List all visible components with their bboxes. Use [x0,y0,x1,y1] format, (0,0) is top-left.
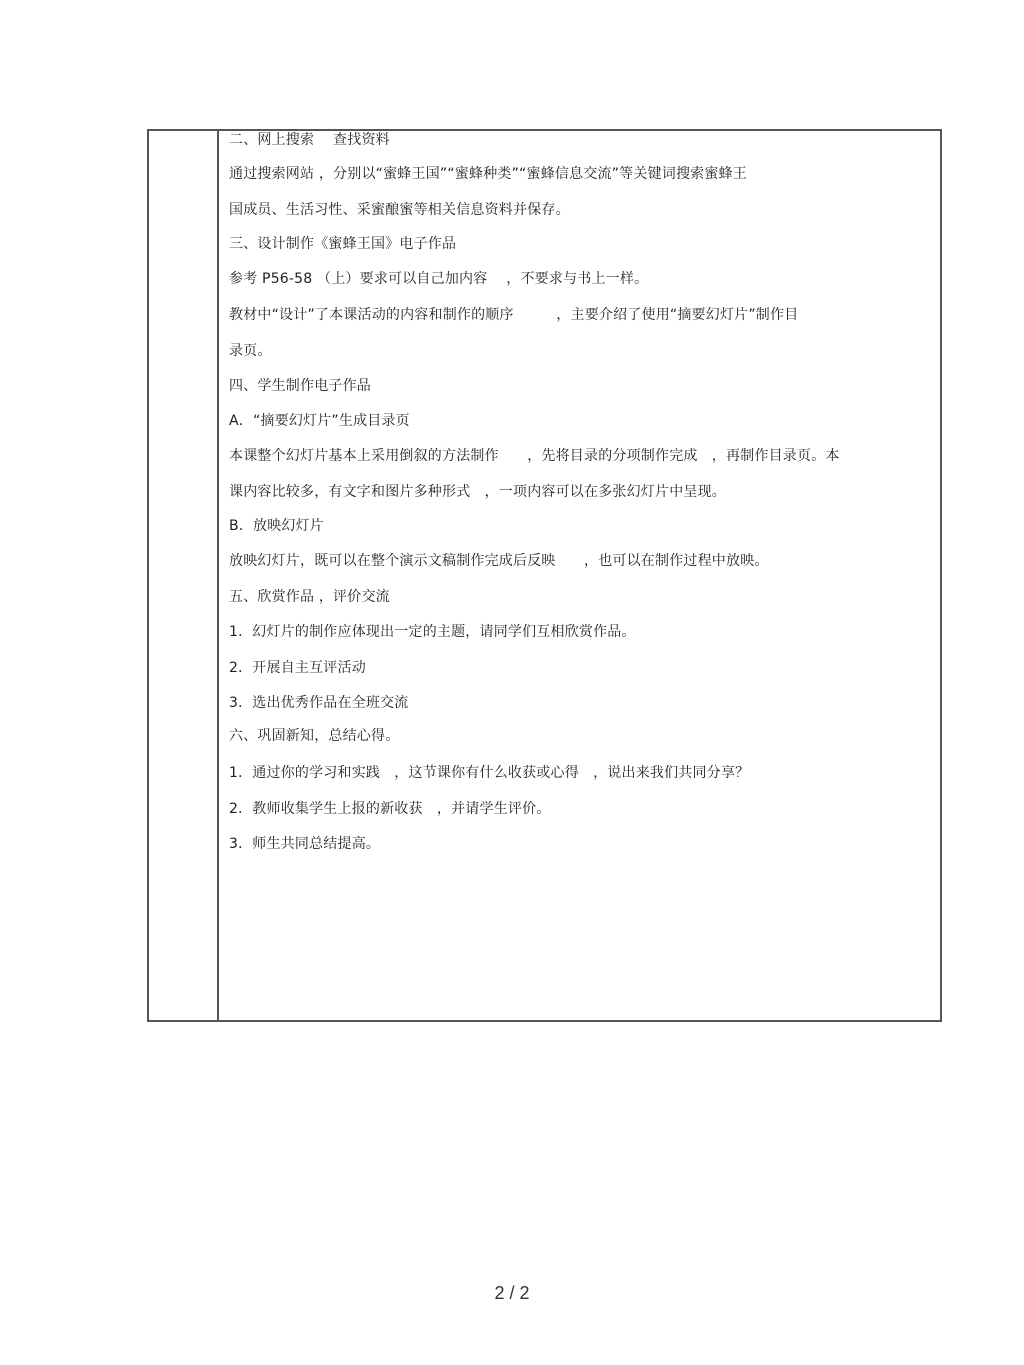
list-item: 2．教师收集学生上报的新收获 ，并请学生评价。 [229,801,551,817]
subheading-b: B．放映幻灯片 [229,518,325,534]
list-item: 2．开展自主互评活动 [229,660,366,676]
list-item: 3．师生共同总结提高。 [229,836,381,852]
paragraph-line: 教材中“设计”了本课活动的内容和制作的顺序 ，主要介绍了使用“摘要幻灯片”制作目 [229,307,799,323]
list-item: 1．幻灯片的制作应体现出一定的主题，请同学们互相欣赏作品。 [229,624,636,640]
page-number: 2 / 2 [494,1283,530,1303]
paragraph-line: 本课整个幻灯片基本上采用倒叙的方法制作 ，先将目录的分项制作完成 ，再制作目录页。本 [229,448,840,464]
paragraph-line: 录页。 [229,343,272,359]
list-item: 3．选出优秀作品在全班交流 [229,695,409,711]
section-heading-design: 三、设计制作《蜜蜂王国》电子作品 [229,236,457,252]
table-left-column [149,131,219,1020]
paragraph-line: 通过搜索网站 ，分别以“蜜蜂王国”“蜜蜂种类”“蜜蜂信息交流”等关键词搜索蜜蜂王 [229,166,747,182]
paragraph-line: 放映幻灯片，既可以在整个演示文稿制作完成后反映 ，也可以在制作过程中放映。 [229,553,769,569]
lesson-plan-table [147,129,942,1022]
list-item: 1．通过你的学习和实践 ，这节课你有什么收获或心得 ，说出来我们共同分享？ [229,765,750,781]
paragraph-line: 国成员、生活习性、采蜜酿蜜等相关信息资料并保存。 [229,202,570,218]
section-heading-summary: 六、巩固新知，总结心得。 [229,728,400,744]
paragraph-line: 课内容比较多，有文字和图片多种形式 ，一项内容可以在多张幻灯片中呈现。 [229,484,726,500]
section-heading-appreciation: 五、欣赏作品 ，评价交流 [229,589,390,605]
subheading-a: A．“摘要幻灯片”生成目录页 [229,413,410,429]
section-heading-search: 二、网上搜索 查找资料 [229,132,390,148]
section-heading-students: 四、学生制作电子作品 [229,378,371,394]
paragraph-line: 参考 P56-58 （上）要求可以自己加内容 ，不要求与书上一样。 [229,271,649,287]
